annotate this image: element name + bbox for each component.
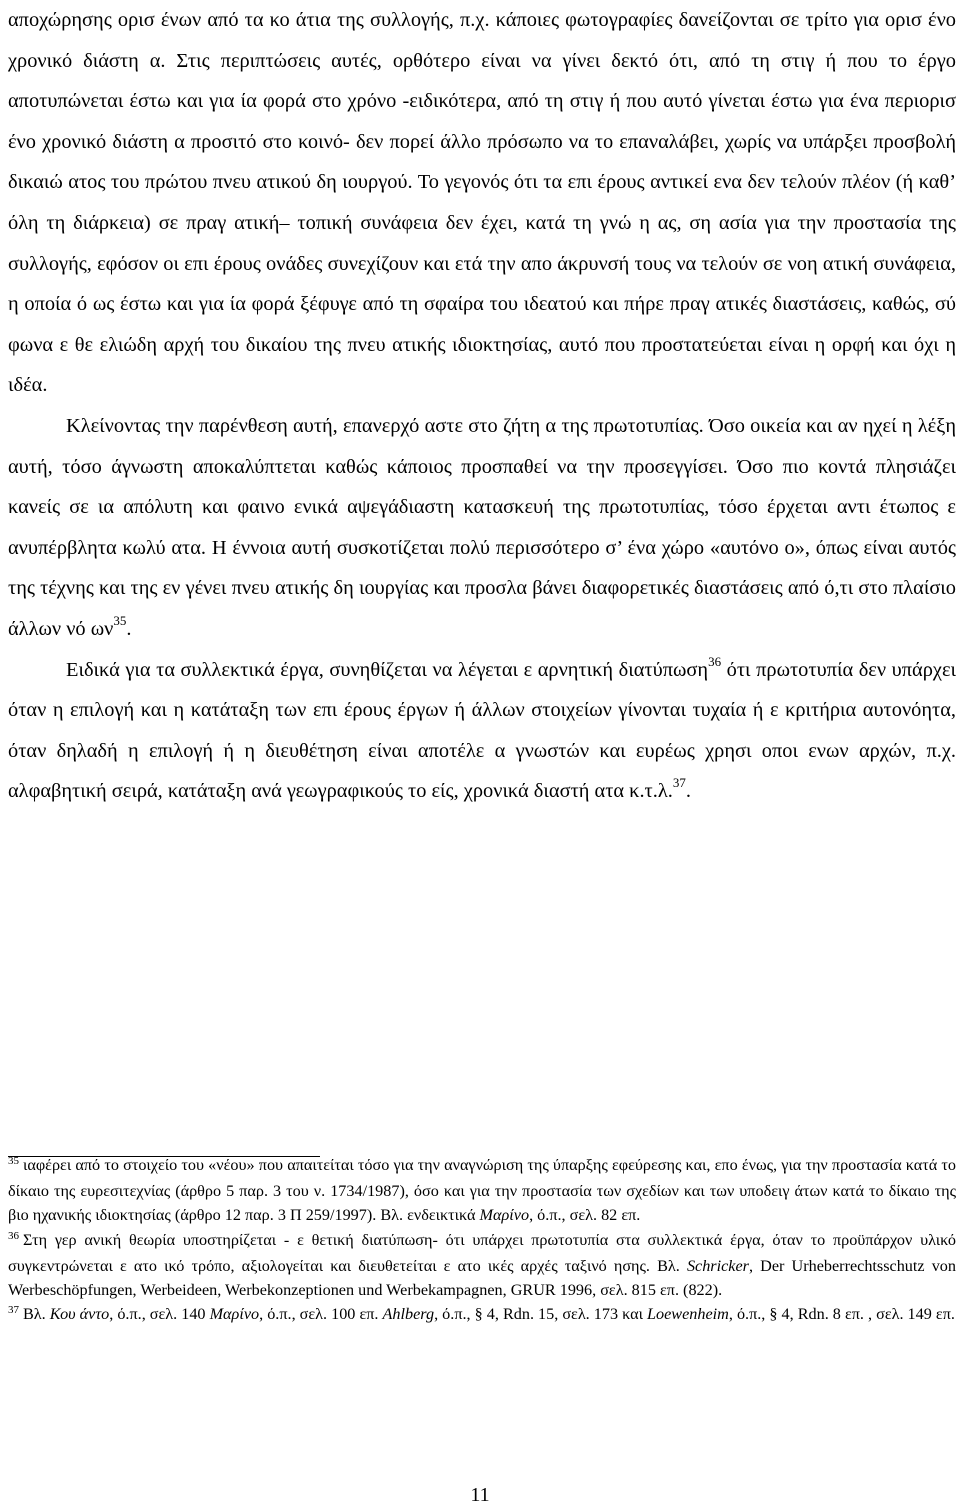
footnote-text-mid: , ό.π., σελ. 100 επ. [259,1305,383,1324]
footnote-number: 37 [8,1304,19,1317]
footnote-text: Βλ. [23,1305,50,1324]
footnote-ref-36[interactable]: 36 [708,653,722,669]
author-name: Κου άντο [49,1305,110,1324]
paragraph-2 [8,406,956,650]
author-name: Schricker [686,1256,749,1275]
footnote-number: 35 [8,1155,19,1167]
paragraph-2-end: . [126,617,132,640]
author-name: Loewenheim [647,1305,729,1324]
paragraph-2-text: Κλείνοντας την παρένθεση αυτή, επανερχό αστε στο ζήτη α της πρωτοτυπίας. Όσο οικεία και αν ηχεί η λέξη αυτή, τόσο άγνωστη αποκαλύπτεται καθώς κάποιος προσπαθεί να την προσεγγίσει. Όσο πιο κοντά πλησιάζει κανείς σε ια απόλυτη και φαινο ενικά αψεγάδιαστη κατασκευή της πρωτοτυπίας, τόσο έρχεται αντι έτωπος ε ανυπέρβλητα κωλύ ατα. Η έννοια αυτή συσκοτίζεται πολύ περισσότερο σ’ ένα χώρο «αυτόνο ο», όπως είναι αυτός της τέχνης και της εν γένει πνευ ατικής δη ιουργίας και προσλα βάνει διαφορετικές διαστάσεις από ό,τι στο πλαίσιο άλλων νό ων [8,414,956,640]
footnote-ref-35[interactable]: 35 [113,613,127,629]
footnotes-section [8,1153,956,1328]
footnote-36 [8,1228,956,1303]
paragraph-3-end: . [685,780,691,803]
footnote-text-tail: , Der Urheberrechtsschutz von Werbeschöpfungen, Werbeideen, Werbekonzeptionen und Werbekampagnen, GRUR 1996, σελ. 815 επ. (822). [8,1256,956,1300]
paragraph-3-text-b: ότι πρωτοτυπία δεν υπάρχει όταν η επιλογή και η κατάταξη των επι έρους έργων ή άλλων στοιχείων γίνονται τυχαία ή ε κριτήρια αυτονόητα, όταν δηλαδή η επιλογή ή η διευθέτηση είναι αποτέλε α γνωστών και ευρέως χρησι οποι ενων αρχών, π.χ. αλφαβητική σειρά, κατάταξη ανά γεωγραφικούς το είς, χρονικά διαστή ατα κ.τ.λ. [8,658,956,803]
footnote-text-mid: , ό.π., § 4, Rdn. 15, σελ. 173 και [434,1305,648,1324]
author-name: Μαρίνο [479,1206,530,1225]
footnote-text: ιαφέρει από το στοιχείο του «νέου» που απαιτείται τόσο για την αναγνώριση της ύπαρξης εφεύρεσης και, επο ένως, για την προστασία κατά το δίκαιο της ευρεσιτεχνίας (άρθρο 5 παρ. 3 του ν. 1734/1987), όσο και για την προστασία των σχεδίων και των υποδειγ άτων κατά το δίκαιο της βιο ηχανικής ιδιοκτησίας (άρθρο 12 παρ. 3 Π 259/1997). Βλ. ενδεικτικά [8,1156,956,1225]
footnote-ref-37[interactable]: 37 [672,775,686,791]
footnote-text: Στη γερ ανική θεωρία υποστηρίζεται - ε θετική διατύπωση- ότι υπάρχει πρωτοτυπία στα συλλεκτικά έργα, όταν το προϋπάρχον υλικό συγκεντρώνεται ε ατο ικό τρόπο, αξιολογείται και διευθετείται ε ατο ικές αρχές ταξινό ησης. Βλ. [8,1230,956,1275]
footnote-text-tail: , ό.π., § 4, Rdn. 8 επ. , σελ. 149 επ. [728,1305,955,1324]
paragraph-3-text-a: Ειδικά για τα συλλεκτικά έργα, συνηθίζεται να λέγεται ε αρνητική διατύπωση [66,658,709,681]
footnote-text-mid: , ό.π., σελ. 140 [109,1305,210,1324]
footnote-number: 36 [8,1229,19,1242]
footnote-35 [8,1153,956,1228]
main-text [8,0,956,812]
paragraph-3 [8,650,956,812]
author-name: Ahlberg [382,1305,435,1324]
footnote-37 [8,1302,956,1328]
author-name: Μαρίνο [209,1305,260,1324]
page-number: 11 [470,1484,490,1506]
paragraph-1: αποχώρησης ορισ ένων από τα κο άτια της συλλογής, π.χ. κάποιες φωτογραφίες δανείζονται σε τρίτο για ορισ ένο χρονικό διάστη α. Στις περιπτώσεις αυτές, ορθότερο είναι να γίνει δεκτό ότι, από τη στιγ ή που το έργο αποτυπώνεται έστω και για ία φορά στο χρόνο -ειδικότερα, από τη στιγ ή που αυτό γίνεται έστω για ένα περιορισ ένο χρονικό διάστη α προσιτό στο κοινό- δεν πορεί άλλο πρόσωπο να το επαναλάβει, χωρίς να υπάρξει προσβολή δικαιώ ατος του πρώτου πνευ ατικού δη ιουργού. Το γεγονός ότι τα επι έρους αντικεί ενα δεν τελούν πλέον (ή καθ’ όλη τη διάρκεια) σε πραγ ατική– τοπική συνάφεια δεν έχει, κατά τη γνώ η ας, ση ασία για την προστασία της συλλογής, εφόσον οι επι έρους ονάδες συνεχίζουν και ετά την απο άκρυνσή τους να τελούν σε νοη ατική συνάφεια, η οποία ό ως έστω και για ία φορά ξέφυγε από τη σφαίρα του ιδεατού και πήρε πραγ ατικές διαστάσεις, καθώς, σύ φωνα ε θε ελιώδη αρχή του δικαίου της πνευ ατικής ιδιοκτησίας, αυτό που προστατεύεται είναι η ορφή και όχι η ιδέα. [8,9,956,397]
footnote-text-tail: , ό.π., σελ. 82 επ. [529,1206,641,1225]
